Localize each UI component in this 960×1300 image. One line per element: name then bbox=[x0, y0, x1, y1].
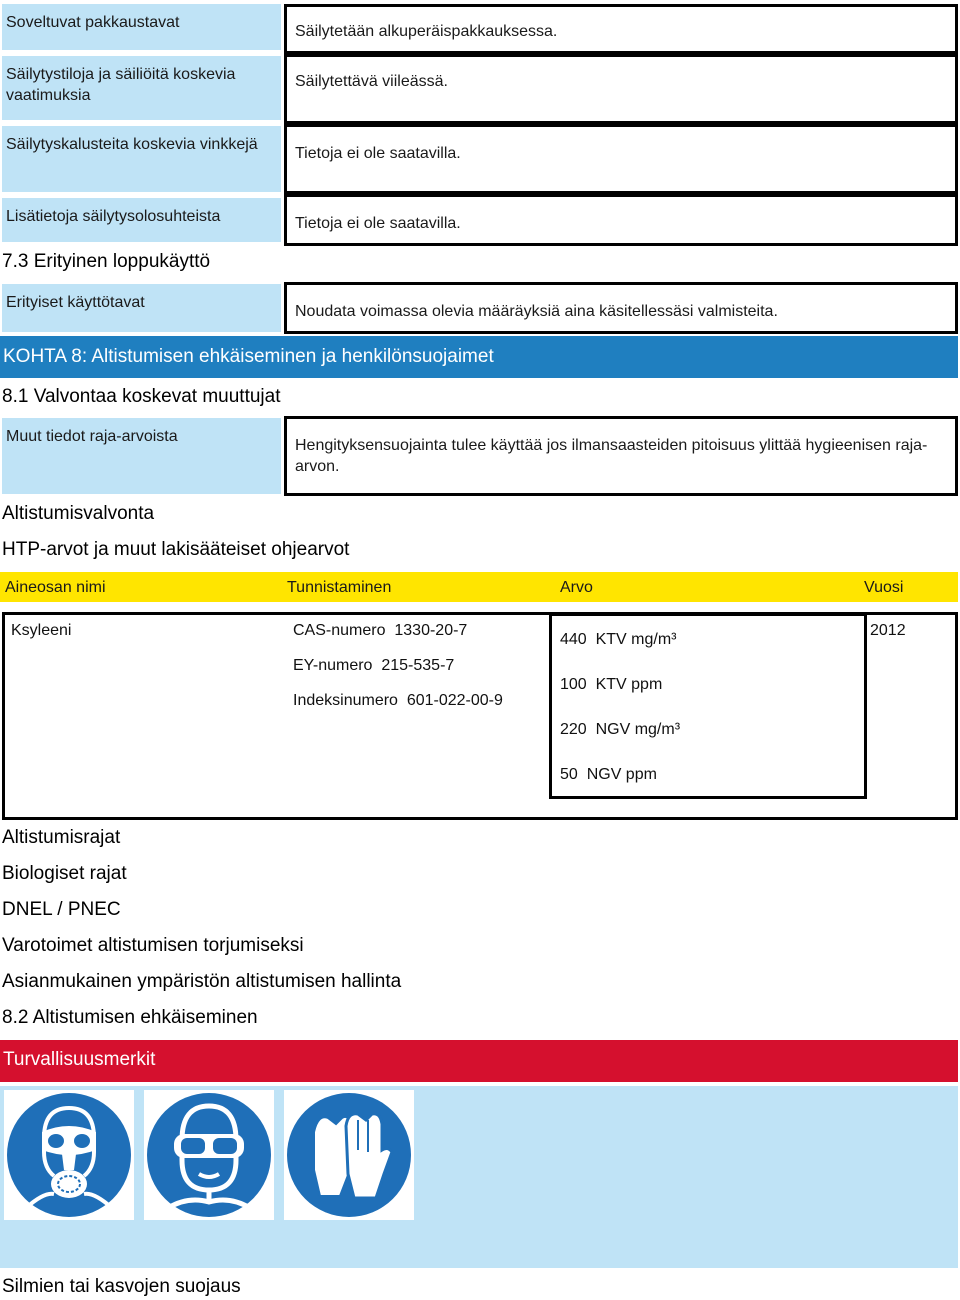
heading-htp-values: HTP-arvot ja muut lakisääteiset ohjearvot bbox=[2, 539, 350, 560]
table-header bbox=[0, 572, 958, 602]
label-packaging: Soveltuvat pakkaustavat bbox=[2, 4, 281, 50]
value-storage-requirements: Säilytettävä viileässä. bbox=[284, 54, 958, 124]
heading-exposure-limits: Altistumisrajat bbox=[2, 827, 121, 848]
col-identification: Tunnistaminen bbox=[287, 579, 392, 596]
value-item: 440 KTV mg/m³ bbox=[560, 631, 677, 648]
label-special-uses: Erityiset käyttötavat bbox=[2, 284, 281, 332]
value-item: 220 NGV mg/m³ bbox=[560, 721, 681, 738]
label-storage-tips: Säilytyskalusteita koskevia vinkkejä bbox=[2, 126, 281, 192]
heading-precautions: Varotoimet altistumisen torjumiseksi bbox=[2, 935, 304, 956]
col-substance-name: Aineosan nimi bbox=[5, 579, 106, 596]
label-storage-requirements: Säilytystiloja ja säiliöitä koskevia vaatimuksia bbox=[2, 56, 281, 120]
heading-environmental-exposure: Asianmukainen ympäristön altistumisen hallinta bbox=[2, 971, 402, 992]
cell-index: Indeksinumero 601-022-00-9 bbox=[293, 692, 503, 709]
cell-cas: CAS-numero 1330-20-7 bbox=[293, 622, 468, 639]
value-packaging: Säilytetään alkuperäispakkauksessa. bbox=[284, 4, 958, 54]
safety-signs-bar: Turvallisuusmerkit bbox=[0, 1040, 958, 1082]
cell-ec: EY-numero 215-535-7 bbox=[293, 657, 455, 674]
heading-dnel-pnec: DNEL / PNEC bbox=[2, 899, 121, 920]
heading-biological-limits: Biologiset rajat bbox=[2, 863, 127, 884]
cell-year: 2012 bbox=[870, 622, 906, 639]
col-value: Arvo bbox=[560, 579, 593, 596]
label-other-limits: Muut tiedot raja-arvoista bbox=[2, 418, 281, 494]
heading-8-1: 8.1 Valvontaa koskevat muuttujat bbox=[2, 386, 281, 407]
value-item: 50 NGV ppm bbox=[560, 766, 657, 783]
label-storage-conditions: Lisätietoja säilytysolosuhteista bbox=[2, 198, 281, 242]
value-item: 100 KTV ppm bbox=[560, 676, 663, 693]
value-other-limits: Hengityksensuojainta tulee käyttää jos ilmansaasteiden pitoisuus ylittää hygieenisen raja-arvon. bbox=[284, 416, 958, 496]
value-storage-conditions: Tietoja ei ole saatavilla. bbox=[284, 194, 958, 246]
heading-eye-face-protection: Silmien tai kasvojen suojaus bbox=[2, 1276, 241, 1297]
safety-symbols-panel bbox=[0, 1086, 958, 1268]
cell-substance: Ksyleeni bbox=[11, 622, 72, 639]
section-8-bar: KOHTA 8: Altistumisen ehkäiseminen ja henkilönsuojaimet bbox=[0, 336, 958, 378]
heading-7-3: 7.3 Erityinen loppukäyttö bbox=[2, 251, 211, 272]
goggles-icon bbox=[144, 1090, 274, 1220]
respirator-icon bbox=[4, 1090, 134, 1220]
value-special-uses: Noudata voimassa olevia määräyksiä aina käsitellessäsi valmisteita. bbox=[284, 282, 958, 334]
col-year: Vuosi bbox=[864, 579, 904, 596]
value-storage-tips: Tietoja ei ole saatavilla. bbox=[284, 124, 958, 194]
heading-8-2: 8.2 Altistumisen ehkäiseminen bbox=[2, 1007, 258, 1028]
heading-exposure-control: Altistumisvalvonta bbox=[2, 503, 155, 524]
gloves-icon bbox=[284, 1090, 414, 1220]
